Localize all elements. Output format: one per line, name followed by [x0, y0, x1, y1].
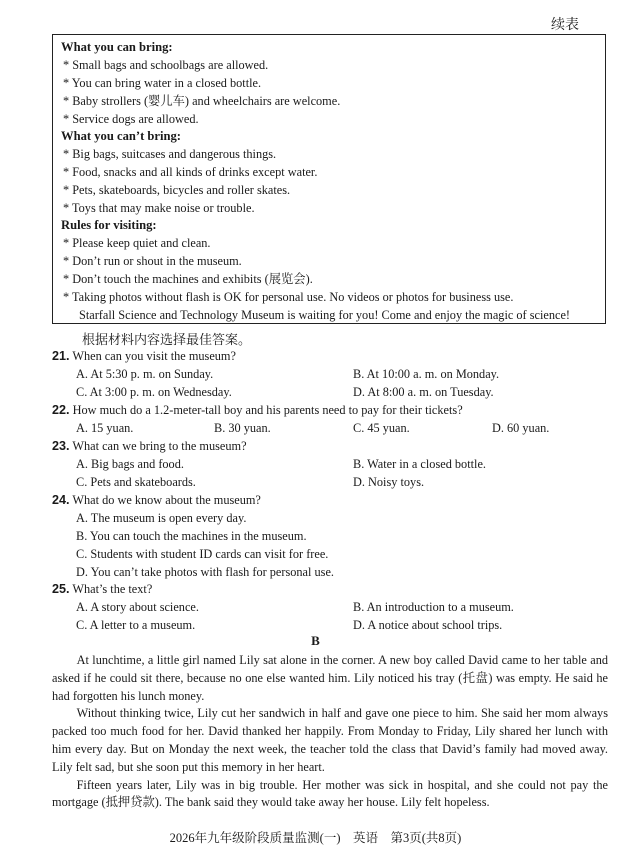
option-c: C. Pets and skateboards. — [76, 475, 196, 489]
bring-item: * Small bags and schoolbags are allowed. — [63, 58, 269, 72]
option-a: A. 15 yuan. — [76, 421, 134, 435]
option-d: D. Noisy toys. — [353, 475, 425, 489]
option-a: A. A story about science. — [76, 600, 199, 614]
cannot-bring-item: * Food, snacks and all kinds of drinks except water. — [63, 165, 318, 179]
question-number: 22. — [52, 403, 70, 417]
rule-item: * Please keep quiet and clean. — [63, 236, 211, 250]
rule-item: * Don’t run or shout in the museum. — [63, 254, 242, 268]
question-number: 24. — [52, 493, 70, 507]
passage-paragraph: At lunchtime, a little girl named Lily sat alone in the corner. A new boy called David came to her table and asked if he could sit there, because no one else wanted him. Lily noticed his tray (托盘) was empty. He said he had forgotten his lunch money. — [52, 653, 608, 703]
museum-notice-box — [52, 34, 606, 324]
passage-paragraph: Without thinking twice, Lily cut her sandwich in half and gave one piece to him. She said her mom always packed too much food for her. David thanked her happily. From Monday to Friday, Lily shared her lunch with him every day. But on Monday the next week, the teacher told the class that David’s family had moved away. Lily felt sad, but she soon put this memory in her heart. — [52, 706, 608, 774]
option-d: D. 60 yuan. — [492, 421, 550, 435]
option-b: B. An introduction to a museum. — [353, 600, 514, 614]
option-c: C. 45 yuan. — [353, 421, 410, 435]
option-c: C. A letter to a museum. — [76, 618, 196, 632]
instruction: 根据材料内容选择最佳答案。 — [82, 332, 252, 347]
question-stem: What do we know about the museum? — [72, 493, 261, 507]
question-stem: What’s the text? — [72, 582, 153, 596]
question-23 — [52, 438, 247, 454]
question-stem: How much do a 1.2-meter-tall boy and his parents need to pay for their tickets? — [72, 403, 463, 417]
question-number: 21. — [52, 349, 70, 363]
passage-b — [52, 652, 608, 812]
option-b: B. At 10:00 a. m. on Monday. — [353, 367, 500, 381]
page-footer: 2026年九年级阶段质量监测(一) 英语 第3页(共8页) — [169, 831, 462, 845]
option-b: B. Water in a closed bottle. — [353, 457, 486, 471]
option-d: D. At 8:00 a. m. on Tuesday. — [353, 385, 494, 399]
option-a: A. At 5:30 p. m. on Sunday. — [76, 367, 214, 381]
question-22 — [52, 402, 463, 418]
rule-item: * Don’t touch the machines and exhibits (展览会). — [63, 272, 313, 286]
bring-item: * Service dogs are allowed. — [63, 112, 199, 126]
option-d: D. You can’t take photos with flash for personal use. — [76, 565, 334, 579]
question-24 — [52, 492, 261, 508]
section-b-title: B — [311, 633, 320, 648]
question-21 — [52, 348, 236, 364]
closing-line: Starfall Science and Technology Museum is waiting for you! Come and enjoy the magic of science! — [79, 308, 570, 322]
bring-item: * Baby strollers (婴儿车) and wheelchairs are welcome. — [63, 94, 341, 108]
question-number: 23. — [52, 439, 70, 453]
cannot-bring-item: * Big bags, suitcases and dangerous things. — [63, 147, 277, 161]
cannot-bring-item: * Toys that may make noise or trouble. — [63, 201, 255, 215]
question-stem: When can you visit the museum? — [72, 349, 236, 363]
option-c: C. Students with student ID cards can visit for free. — [76, 547, 329, 561]
question-25 — [52, 581, 152, 597]
continued-label: 续表 — [551, 18, 579, 33]
question-number: 25. — [52, 582, 70, 596]
option-b: B. 30 yuan. — [214, 421, 271, 435]
option-a: A. The museum is open every day. — [76, 511, 247, 525]
option-c: C. At 3:00 p. m. on Wednesday. — [76, 385, 232, 399]
option-a: A. Big bags and food. — [76, 457, 184, 471]
bring-item: * You can bring water in a closed bottle. — [63, 76, 262, 90]
cannot-bring-item: * Pets, skateboards, bicycles and roller skates. — [63, 183, 291, 197]
option-b: B. You can touch the machines in the museum. — [76, 529, 307, 543]
rules-heading: Rules for visiting: — [61, 218, 157, 232]
option-d: D. A notice about school trips. — [353, 618, 503, 632]
passage-paragraph: Fifteen years later, Lily was in big trouble. Her mother was sick in hospital, and she could not pay the mortgage (抵押贷款). The bank said they would take away her house. Lily felt hopeless. — [52, 777, 608, 810]
question-stem: What can we bring to the museum? — [72, 439, 247, 453]
rule-item: * Taking photos without flash is OK for personal use. No videos or photos for business use. — [63, 290, 514, 304]
cannot-bring-heading: What you can’t bring: — [61, 129, 181, 143]
bring-heading: What you can bring: — [61, 40, 173, 54]
